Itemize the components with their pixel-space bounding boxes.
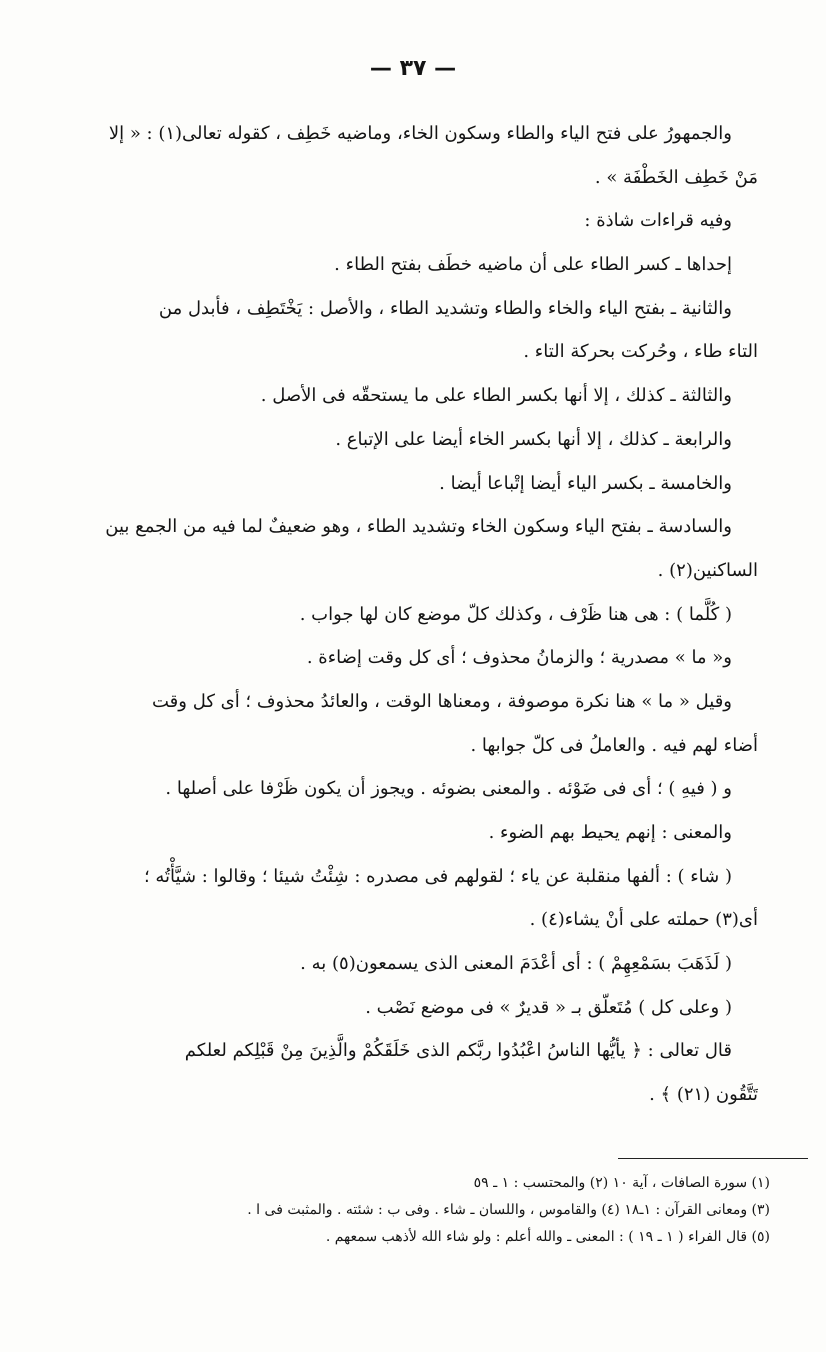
text-line: قال تعالى : ﴿ يأيُّها الناسُ اعْبُدُوا ربَّكم الذى خَلَقَكُمْ والَّذِينَ مِنْ قَبْلِكم لعلكم (184, 1040, 732, 1062)
footnote: (٥) قال الفراء ( ١ ـ ١٩ ) : المعنى ـ والله أعلم : ولو شاء الله لأذهب سمعهم . (325, 1229, 770, 1245)
text-line: وفيه قراءات شاذة : (584, 210, 732, 232)
text-line: الساكنين(٢) . (657, 559, 758, 581)
text-line: التاء طاء ، وحُركت بحركة التاء . (523, 341, 758, 363)
footnote-divider (618, 1158, 808, 1159)
footnote: (٣) ومعانى القرآن : ١ـ١٨ (٤) والقاموس ، واللسان ـ شاء . وفى ب : شئته . والمثبت فى ا . (247, 1202, 770, 1218)
text-line: أضاء لهم فيه . والعاملُ فى كلّ جوابها . (470, 734, 758, 756)
footnote: (١) سورة الصافات ، آية ١٠ (٢) والمحتسب : ١ ـ ٥٩ (473, 1175, 770, 1191)
text-line: ( شاء ) : ألفها منقلبة عن ياء ؛ لقولهم فى مصدره : شِئْتُ شيئا ؛ وقالوا : شيَّأْتُه ؛ (143, 865, 732, 887)
text-line: والخامسة ـ بكسر الياء أيضا إتْباعا أيضا . (439, 472, 732, 494)
footnotes (70, 1170, 770, 1251)
page-number: — ٣٧ — (369, 56, 457, 81)
text-line: و« ما » مصدرية ؛ والزمانُ محذوف ؛ أى كل وقت إضاءة . (306, 647, 732, 669)
text-line: أى(٣) حملته على أنْ يشاء(٤) . (529, 909, 758, 931)
text-line: والمعنى : إنهم يحيط بهم الضوء . (488, 822, 732, 843)
text-line: إحداها ـ كسر الطاء على أن ماضيه خطَف بفتح الطاء . (334, 254, 732, 276)
page-body (78, 112, 758, 1117)
text-line: والثانية ـ بفتح الياء والخاء والطاء وتشديد الطاء ، والأصل : يَخْتَطِف ، فأبدل من (158, 297, 732, 319)
text-line: ( لَذَهَبَ بسَمْعِهِمْ ) : أى أعْدَمَ المعنى الذى يسمعون(٥) به . (300, 953, 732, 975)
text-line: ( وعلى كل ) مُتَعلّق بـ « قديرٌ » فى موضع نَصْب . (365, 996, 732, 1018)
text-line: والسادسة ـ بفتح الياء وسكون الخاء وتشديد الطاء ، وهو ضعيفٌ لما فيه من الجمع بين (105, 516, 732, 538)
text-line: والجمهورُ على فتح الياء والطاء وسكون الخاء، وماضيه خَطِف ، كقوله تعالى(١) : « إلا (108, 123, 732, 144)
text-line: ( كُلَّما ) : هى هنا ظَرْف ، وكذلك كلّ موضع كان لها جواب . (299, 603, 732, 625)
text-line: وقيل « ما » هنا نكرة موصوفة ، ومعناها الوقت ، والعائدُ محذوف ؛ أى كل وقت (152, 690, 732, 712)
text-line: و ( فيهِ ) ؛ أى فى ضَوْئه . والمعنى بضوئه . ويجوز أن يكون ظَرْفا على أصلها . (165, 778, 732, 800)
text-line: والرابعة ـ كذلك ، إلا أنها بكسر الخاء أيضا على الإتباع . (335, 428, 732, 450)
text-line: مَنْ خَطِف الخَطْفَة » . (594, 166, 758, 188)
text-line: والثالثة ـ كذلك ، إلا أنها بكسر الطاء على ما يستحقّه فى الأصل . (260, 385, 732, 407)
text-line: تَتَّقُون (٢١) ﴾ . (649, 1084, 758, 1106)
